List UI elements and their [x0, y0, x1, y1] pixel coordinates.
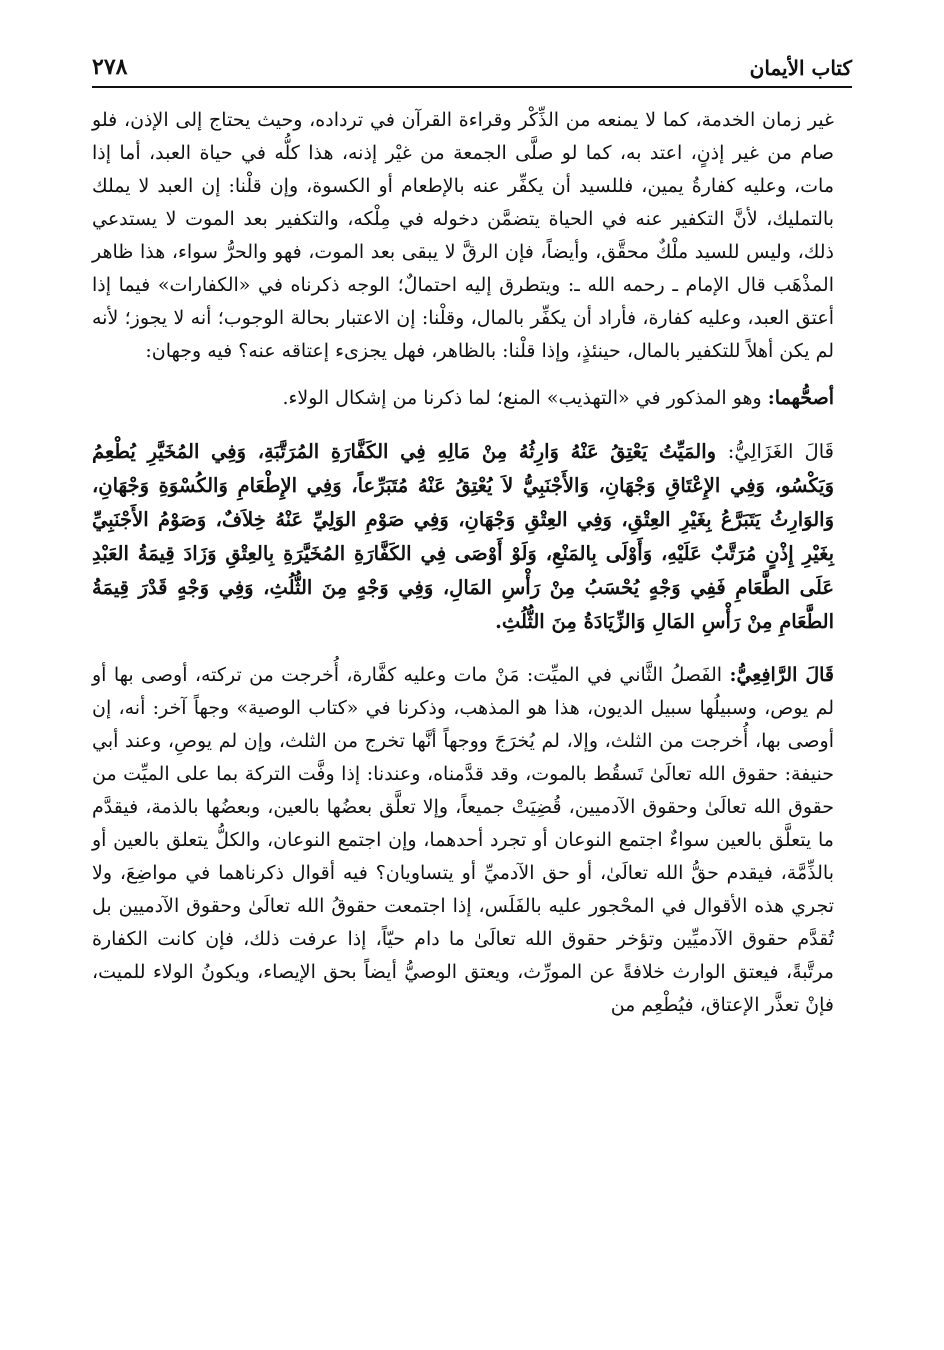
paragraph-2-lead: أصحُّهما: — [767, 387, 834, 409]
paragraph-3-text: والمَيِّتُ يَعْتِقُ عَنْهُ وَارِثُهُ مِنْ مَالِهِ فِي الكَفَّارَةِ المُرَتَّبَةِ، وَفِي المُخَيَّرِ يُطْعِمُ وَيَكْسُو، وَفِي الإِعْتَاقِ وَجْهَانِ، وَالأَجْنَبِيُّ لاَ يُعْتِقُ عَنْهُ مُتَبَرِّعاً، وَفِي الإِطْعَامِ وَالكُسْوَةِ وَجْهَانِ، وَالوَارِثُ يَتَبَرَّعُ بِغَيْرِ العِتْقِ، وَفِي العِتْقِ وَجْهَانِ، وَفِي صَوْمِ الوَلِيِّ عَنْهُ خِلاَفٌ، وَصَوْمُ الأَجْنَبِيِّ بِغَيْرِ إِذْنٍ مُرَتَّبٌ عَلَيْهِ، وَأَوْلَى بِالمَنْعِ، وَلَوْ أَوْصَى فِي الكَفَّارَةِ المُخَيَّرَةِ بِالعِتْقِ وَزَادَ قِيمَةُ العَبْدِ عَلَى الطَّعَامِ فَفِي وَجْهٍ يُحْسَبُ مِنْ رَأْسِ المَالِ، وَفِي وَجْهٍ مِنَ الثُّلُثِ، وَفِي وَجْهٍ قَدْرَ قِيمَةُ الطَّعَامِ مِنْ رَأْسِ المَالِ وَالزِّيَادَةُ مِنَ الثُّلُثِ. — [92, 440, 834, 633]
page-body — [92, 104, 834, 1022]
paragraph-4-rafii — [92, 659, 834, 1022]
paragraph-4-lead: قَالَ الرَّافِعِيُّ: — [729, 664, 834, 686]
book-title: كتاب الأيمان — [749, 56, 852, 80]
paragraph-3-ghazali — [92, 435, 834, 639]
page-number: ٢٧٨ — [92, 54, 128, 80]
paragraph-4-text: الفَصلُ الثَّاني في الميِّت: مَنْ مات وعليه كفَّارة، أُخرجت من تركته، أوصى بها أو لم يوص، وسبيلُها سبيل الديون، هذا هو المذهب، وذكرنا في «كتاب الوصية» وجهاً آخر: أنه، إن أوصى بها، أُخرجت من الثلث، وإلا، لم يُخرَجَ ووجهاً أنَّها تخرج من الثلث، وإن لم يوصِ، وعند أبي حنيفة: حقوق الله تعالَىٰ تَسقُط بالموت، وقد قدَّمناه، وعندنا: إذا وفَّت التركة بما على الميِّت من حقوق الله تعالَىٰ وحقوق الآدميين، قُضِيَتْ جميعاً، وإلا تعلَّق بعضُها بالعين، وبعضُها بالذمة، فيقدَّم ما يتعلَّق بالعين سواءٌ اجتمع النوعان أو تجرد أحدهما، وإن اجتمع النوعان، والكلُّ يتعلق بالعين أو بالذِّمَّة، فيقدم حقُّ الله تعالَىٰ، أو حق الآدميِّ أو يتساويان؟ فيه أقوال ذكرناهما في مواضِعَ، ولا تجري هذه الأقوال في المحْجور عليه بالفَلَس، إذا اجتمعت حقوقُ الله تعالَىٰ وحقوق الآدميين بل تُقدَّم حقوق الآدميِّين وتؤخر حقوق الله تعالَىٰ ما دام حيّاً، إذا عرفت ذلك، فإن كانت الكفارة مرتَّبةً، فيعتق الوارث خلافةً عن المورِّث، ويعتق الوصيُّ أيضاً بحق الإيصاء، ويكونُ الولاء للميت، فإنْ تعذَّر الإعتاق، فيُطْعِم من — [92, 664, 834, 1016]
paragraph-2-text: وهو المذكور في «التهذيب» المنع؛ لما ذكرنا من إشكال الولاء. — [282, 387, 762, 409]
running-header — [92, 40, 852, 88]
paragraph-2 — [92, 382, 834, 415]
paragraph-3-lead: قَالَ الغَزَالِيُّ: — [727, 440, 834, 463]
paragraph-1: غير زمان الخدمة، كما لا يمنعه من الذِّكْر وقراءة القرآن في ترداده، وحيث يحتاج إلى الإذن، فلو صام من غير إذنٍ، اعتد به، كما لو صلَّى الجمعة من غيْر إذنه، هذا كلُّه في حياة العبد، أما إذا مات، وعليه كفارةُ يمين، فللسيد أن يكفِّر عنه بالإطعام أو الكسوة، وإن قلْنا: إن العبد لا يملك بالتمليك، لأنَّ التكفير عنه في الحياة يتضمَّن دخوله في مِلْكه، والتكفير بعد الموت لا يستدعي ذلك، وليس للسيد ملْكٌ محقَّق، وأيضاً، فإن الرقَّ لا يبقى بعد الموت، فهو والحرُّ سواء، هذا ظاهر المذْهَب قال الإمام ـ رحمه الله ـ: ويتطرق إليه احتمالٌ؛ الوجه ذكرناه في «الكفارات» فيما إذا أعتق العبد، وعليه كفارة، فأراد أن يكفِّر بالمال، وقلْنا: إن الاعتبار بحالة الوجوب؛ أنه لا يجوز؛ لأنه لم يكن أهلاً للتكفير بالمال، حينئذٍ، وإذا قلْنا: بالظاهر، فهل يجزىء إعتاقه عنه؟ فيه وجهان: — [92, 109, 834, 362]
